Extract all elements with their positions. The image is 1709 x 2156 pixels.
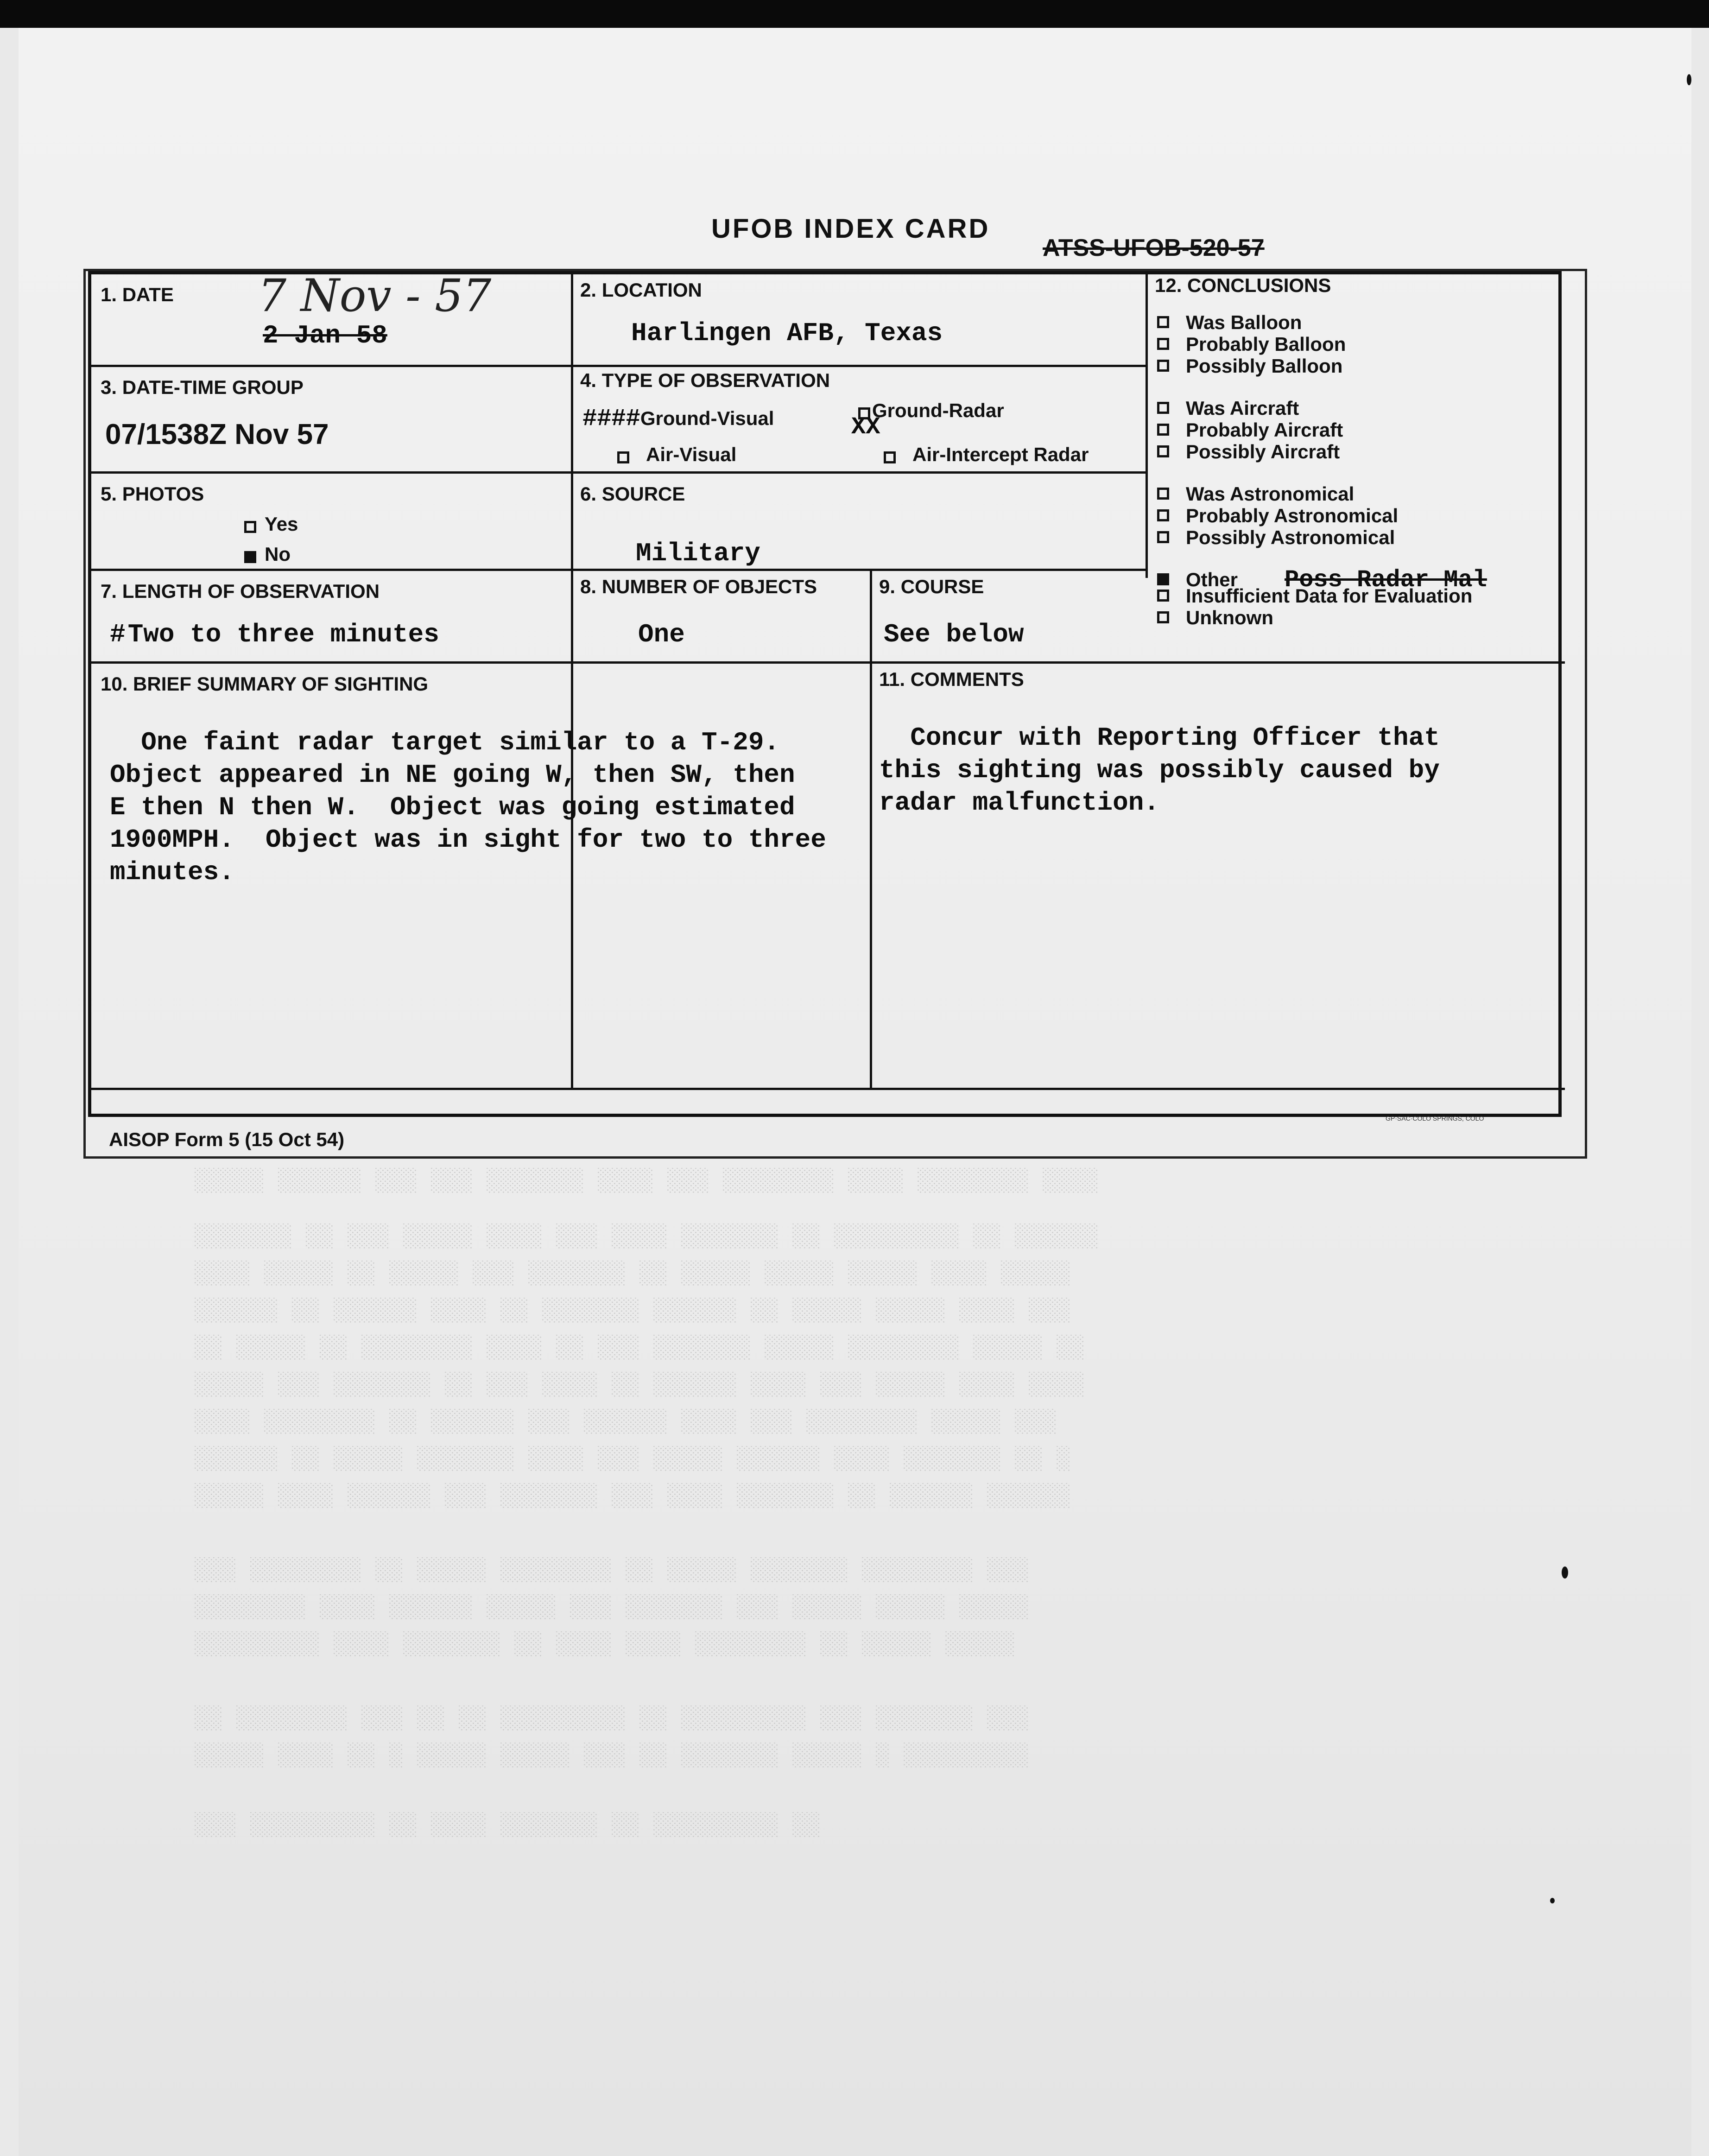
was-aircraft-option <box>1157 397 1299 419</box>
probably-balloon-checkbox <box>1157 338 1169 350</box>
possibly-aircraft-option <box>1157 441 1340 463</box>
ground-visual-overtype: #### <box>582 405 640 432</box>
photos-no-option <box>244 543 291 565</box>
ground-visual-option <box>582 405 774 432</box>
document-sheet: ░░░░░ ░░░░░░ ░░░ ░░░ ░░░░░░░ ░░░░ ░░░ ░░░░░░░░ ░░░░ ░░░░░░░░ ░░░░ ░░░░░░░ ░░ ░░░ ░░░░░ ░░░░ ░░░ ░░░░ ░░░░░░░ ░░ ░░░░░░░░░ ░░ ░░░░░░ ░░░░ ░░░░░ ░░ ░░░░░ ░░░ ░░░░░░░ ░░ ░░░░░ ░░░░░ ░░░░░ ░░░░ ░░░░░ ░░░░░░ ░░ ░░░░░░ ░░░░ ░░ ░░░░░░░ ░░░░░░ ░░ ░░░░░ ░░░░░ ░░░░ ░░░ ░░ ░░░░░ ░░ ░░░░░░░░ ░░░░ ░░ ░░░ ░░░░░░░ ░░░░░ ░░░░░░░░ ░░░░░ ░░ ░░░░░ ░░░ ░░░░░░░ ░░ ░░░ ░░░░ ░░ ░░░░░░ ░░░░ ░░░ ░░░░░ ░░░░ ░░░░ ░░░░ ░░░░░░░░ ░░ ░░░░░░ ░░░ ░░░░░░ ░░░░ ░░░ ░░░░░░░░ ░░░░░ ░░░ ░░░░░░ ░░ ░░░░░ ░░░░░░░ ░░░░ ░░░ ░░░░░ ░░░░░░ ░░░░ ░░░░░░░ ░░ ░ ░░░░░ ░░░░ ░░░░░░ ░░░ ░░░░░░░ ░░░ ░░░░ ░░░░░░░ ░░ ░░░░░░ ░░░░░░ ░░░ ░░░░░░░░ ░░ ░░░░░ ░░░░░░░░ ░░ ░░░░░ ░░░░░░░ ░░░░░░░░ ░░░ ░░░░░░░░ ░░░░ ░░░░░░ ░░░░░ ░░░ ░░░░░░░ ░░░ ░░░░░ ░░░░░ ░░░░░ ░░░░░░░░░ ░░░░ ░░░░░░░ ░░ ░░░░ ░░░░ ░░░░░░░░ ░░ ░░░░░ ░░░░░ ░░ ░░░░░░░░ ░░░ ░░ ░░ ░░░░░░░░░ ░░ ░░░░░░░░░ ░░░ ░░░░░░░ ░░░ ░░░░░ ░░░░ ░░ ░ ░░░░░ ░░░░░ ░░░ ░░ ░░░░░░░ ░░░░░ ░ ░░░░░░░░░ ░░░ ░░░░░░░░░ ░░ ░░░░ ░░░░░░░ ░░ ░░░░░░░░░ ░░ UFOB INDEX CARD ATSS-UFOB-520-57 1. DATE 7 Nov - 57 2 Jan 58 2. LOCATION Harlingen AFB, Texas 3. DATE-TIME GROUP 07/1538Z Nov 57 4. TYPE OF OBSERVATION ####Ground-Visual Ground-Radar XX Air-Visual Air-Intercept Radar 5. PHOTOS Yes No 6. SOURCE Military 7. LENGTH OF OBSERVATION # Two to three minutes 8. NUMBER OF OBJECTS One 9. COURSE See below 10. BRIEF SUMMARY OF SIGHTING One faint radar target similar to a T-29. Object appeared in NE going W, then SW, then E then N then W. Object was going estimated 1900MPH. Object was in sight for two to three minutes. 11. COMMENTS Concur with Reporting Officer that this sighting was possibly caused by radar malfunction. 12. CONCLUSIONS Was Balloon Probably Balloon Possibly Balloon Was Aircraft Probably Aircraft Possibly Aircraft Was Astronomical Probably Astronomical Possibly Astronomical Other Poss Radar Mal Insufficient Data for Evaluation Unknown AISOP Form 5 (15 Oct 54) GP·SAC·COLO SPRINGS, COLO <box>19 28 1691 2156</box>
course-value: See below <box>884 620 1024 649</box>
was-astronomical-option <box>1157 483 1354 505</box>
summary-text: One faint radar target similar to a T-29. Object appeared in NE going W, then SW, then E then N then W. Object was going estimated 1900MPH. Object was in sight for two to three minutes. <box>110 728 826 887</box>
printer-mark: GP·SAC·COLO SPRINGS, COLO <box>1386 1115 1484 1122</box>
was-balloon-option <box>1157 311 1302 334</box>
was-astronomical-checkbox <box>1157 488 1169 500</box>
possibly-aircraft-checkbox <box>1157 445 1169 457</box>
insufficient-option <box>1157 585 1472 607</box>
case-number: ATSS-UFOB-520-57 <box>1043 235 1265 261</box>
length-row <box>110 620 439 649</box>
location-value: Harlingen AFB, Texas <box>631 318 943 348</box>
comments-text: Concur with Reporting Officer that this sighting was possibly caused by radar malfunction. <box>879 723 1440 818</box>
photos-yes-option <box>244 513 298 535</box>
card-title: UFOB INDEX CARD <box>711 214 990 244</box>
comments-label: 11. COMMENTS <box>879 668 1024 690</box>
probably-balloon-option <box>1157 333 1346 355</box>
air-visual-option <box>617 444 736 466</box>
source-label: 6. SOURCE <box>580 483 685 505</box>
photos-label: 5. PHOTOS <box>101 483 204 505</box>
probably-aircraft-option <box>1157 419 1343 441</box>
air-intercept-checkbox <box>884 451 896 463</box>
objects-label: 8. NUMBER OF OBJECTS <box>580 576 817 597</box>
divider <box>91 569 1148 571</box>
dtg-label: 3. DATE-TIME GROUP <box>101 376 304 398</box>
photos-no-checkbox-marked <box>244 551 256 563</box>
was-balloon-label: Was Balloon <box>1186 311 1302 333</box>
type-label: 4. TYPE OF OBSERVATION <box>580 369 830 391</box>
date-struck-typed: 2 Jan 58 <box>263 321 387 350</box>
probably-astronomical-label: Probably Astronomical <box>1186 505 1399 526</box>
possibly-astronomical-label: Possibly Astronomical <box>1186 526 1395 548</box>
possibly-balloon-label: Possibly Balloon <box>1186 355 1343 377</box>
length-label: 7. LENGTH OF OBSERVATION <box>101 580 380 602</box>
form-footer: AISOP Form 5 (15 Oct 54) <box>109 1129 345 1150</box>
other-value: Poss Radar Mal <box>1285 566 1487 594</box>
ground-visual-label: Ground-Visual <box>640 407 774 429</box>
ground-radar-x-mark: XX <box>851 413 880 441</box>
possibly-balloon-checkbox <box>1157 360 1169 372</box>
divider <box>870 569 872 1088</box>
possibly-astronomical-checkbox <box>1157 531 1169 543</box>
divider <box>91 365 1148 367</box>
photos-yes-label: Yes <box>265 513 298 535</box>
possibly-astronomical-option <box>1157 526 1395 549</box>
photos-yes-checkbox <box>244 521 256 533</box>
source-value: Military <box>636 539 760 568</box>
insufficient-checkbox <box>1157 590 1169 602</box>
scan-speck <box>1687 74 1691 85</box>
probably-aircraft-checkbox <box>1157 424 1169 436</box>
possibly-aircraft-label: Possibly Aircraft <box>1186 441 1340 463</box>
unknown-option <box>1157 607 1273 629</box>
conclusions-label: 12. CONCLUSIONS <box>1155 274 1331 296</box>
was-aircraft-label: Was Aircraft <box>1186 397 1299 419</box>
scan-speck <box>1562 1566 1568 1579</box>
air-intercept-option <box>884 444 1089 466</box>
objects-value: One <box>638 620 685 649</box>
unknown-label: Unknown <box>1186 607 1273 628</box>
was-balloon-checkbox <box>1157 316 1169 328</box>
probably-astronomical-option <box>1157 505 1398 527</box>
divider <box>571 274 573 1088</box>
was-astronomical-label: Was Astronomical <box>1186 483 1355 505</box>
date-label: 1. DATE <box>101 284 174 305</box>
probably-balloon-label: Probably Balloon <box>1186 333 1346 355</box>
air-intercept-label: Air-Intercept Radar <box>912 444 1089 465</box>
scan-top-border <box>0 0 1709 28</box>
other-checkbox-marked <box>1157 573 1169 585</box>
possibly-balloon-option <box>1157 355 1342 377</box>
length-overtype: # <box>110 620 126 649</box>
date-handwritten: 7 Nov - 57 <box>258 270 492 322</box>
divider <box>91 661 1565 664</box>
unknown-checkbox <box>1157 611 1169 623</box>
other-label: Other <box>1186 569 1238 590</box>
index-card <box>88 271 1562 1117</box>
air-visual-label: Air-Visual <box>646 444 737 465</box>
probably-astronomical-checkbox <box>1157 509 1169 521</box>
divider <box>91 1088 1565 1090</box>
photos-no-label: No <box>265 543 291 565</box>
course-label: 9. COURSE <box>879 576 984 597</box>
summary-label: 10. BRIEF SUMMARY OF SIGHTING <box>101 673 429 695</box>
was-aircraft-checkbox <box>1157 402 1169 414</box>
air-visual-checkbox <box>617 451 629 463</box>
ground-radar-label: Ground-Radar <box>872 399 1004 421</box>
scan-speck <box>1550 1898 1555 1903</box>
location-label: 2. LOCATION <box>580 279 702 301</box>
probably-aircraft-label: Probably Aircraft <box>1186 419 1343 441</box>
divider <box>91 471 1148 474</box>
insufficient-label: Insufficient Data for Evaluation <box>1186 585 1473 607</box>
divider <box>1146 274 1148 578</box>
length-value: Two to three minutes <box>127 620 439 649</box>
dtg-value: 07/1538Z Nov 57 <box>105 419 329 450</box>
